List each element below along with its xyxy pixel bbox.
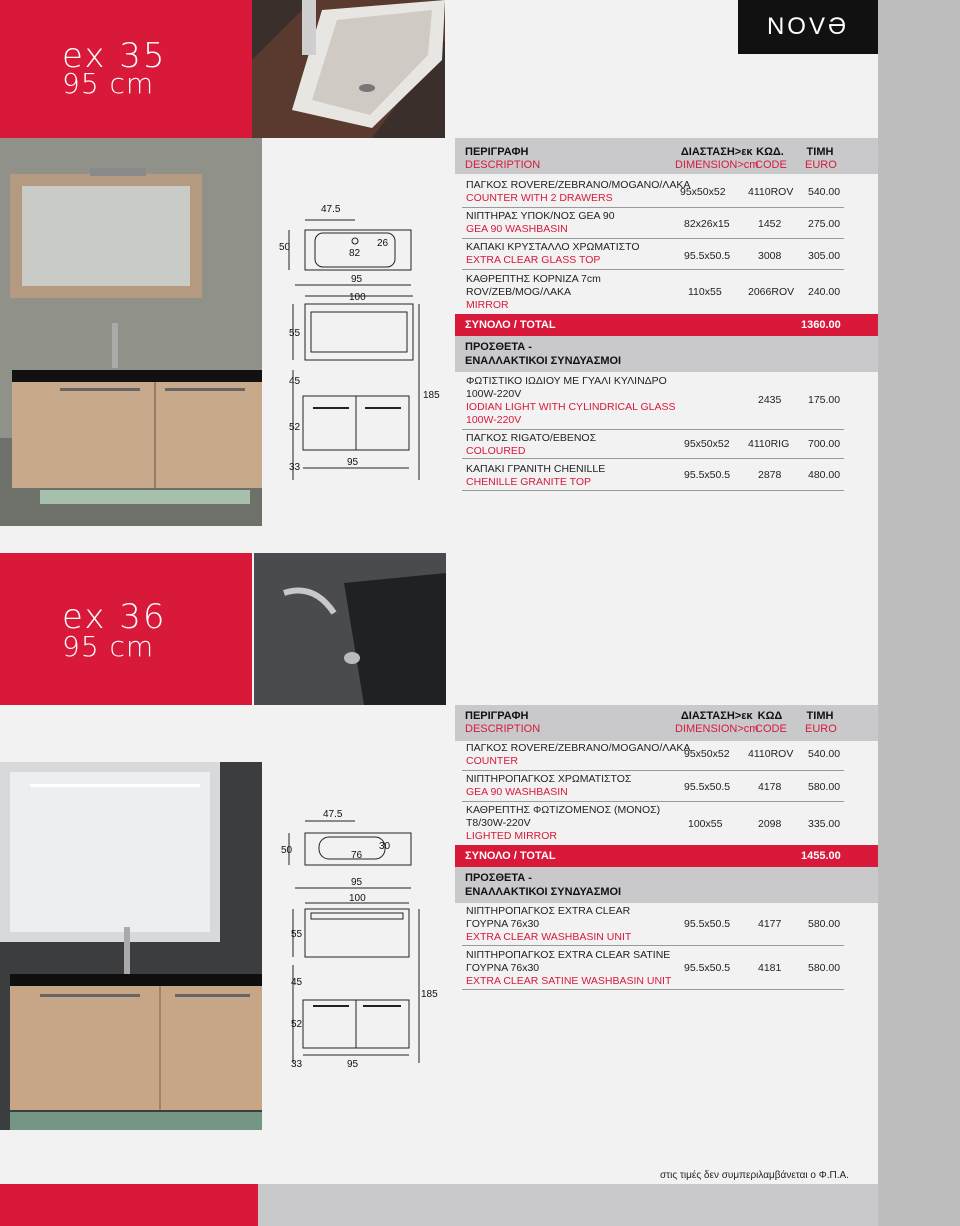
section1-total-bar [455, 314, 878, 336]
section1-table-header [455, 138, 878, 174]
dim-185: 185 [421, 989, 438, 1000]
vat-footnote: στις τιμές δεν συμπεριλαμβάνεται ο Φ.Π.Α. [660, 1170, 849, 1181]
section2-title-block [0, 553, 252, 705]
dim-45: 45 [291, 977, 303, 988]
section2-alternatives-bar: ΠΡΟΣΘΕΤΑ - ΕΝΑΛΛΑΚΤΙΚΟΙ ΣΥΝΔΥΑΣΜΟΙ [455, 867, 878, 903]
col-desc-gr: ΠΕΡΙΓΡΑΦΗ [465, 146, 529, 158]
section1-vanity-photo [0, 138, 262, 526]
col-price-gr: ΤΙΜΗ [806, 146, 834, 158]
dim-47: 47.5 [321, 204, 341, 215]
brand-logo: NOVƏ [738, 0, 878, 54]
section1-title-block [0, 0, 252, 138]
section2-total-bar [455, 845, 878, 867]
section1-washbasin-photo [252, 0, 445, 138]
total-label: ΣΥΝΟΛΟ / TOTAL [465, 319, 556, 331]
dim-26: 26 [377, 238, 389, 249]
dim-45: 45 [289, 376, 301, 387]
total-label: ΣΥΝΟΛΟ / TOTAL [465, 850, 556, 862]
dim-52: 52 [291, 1019, 303, 1030]
dim-100: 100 [349, 893, 366, 904]
dim-100: 100 [349, 292, 366, 303]
section2-washbasin-photo [254, 553, 446, 705]
section2-table-header: ΠΕΡΙΓΡΑΦΗ DESCRIPTION ΔΙΑΣΤΑΣΗ>εκ DIMENSION>cm ΚΩΔ CODE ΤΙΜΗ EURO [455, 705, 878, 741]
total-value: 1455.00 [801, 850, 841, 862]
section2-vanity-photo [0, 762, 262, 1130]
table-row: ΝΙΠΤΗΡΑΣ ΥΠΟΚ/ΝΟΣ GEA 90 GEA 90 WASHBASIN 82x26x15 1452 275.00 [462, 210, 844, 239]
dim-50: 50 [279, 242, 291, 253]
table-row: ΠΑΓΚΟΣ ROVERE/ZEBRANO/MOGANO/ΛΑΚΑ COUNTER WITH 2 DRAWERS 95x50x52 4110ROV 540.00 [462, 178, 844, 208]
dim-82: 82 [349, 248, 361, 259]
footer-grey-band [258, 1184, 878, 1226]
dim-76: 76 [351, 850, 363, 861]
dim-95-bottom: 95 [347, 457, 359, 468]
col-code-gr: ΚΩΔ. [756, 146, 784, 158]
section2-title: ex 36 [62, 597, 167, 637]
table-row: ΚΑΘΡΕΠΤΗΣ ΦΩΤΙΖΟΜΕΝΟΣ (ΜΟΝΟΣ) T8/30W-220V LIGHTED MIRROR 100x55 2098 335.00 [466, 804, 841, 842]
col-code-en: CODE [755, 159, 787, 171]
dim-95-top: 95 [351, 877, 363, 888]
col-dim-gr: ΔΙΑΣΤΑΣΗ>εκ [680, 146, 753, 158]
section1-title: ex 35 [62, 36, 167, 76]
table-row: ΚΑΘΡΕΠΤΗΣ ΚΟΡΝΙΖΑ 7cm ROV/ZEB/MOG/ΛΑΚΑ MIRROR 110x55 2066ROV 240.00 [466, 273, 841, 311]
dim-33: 33 [289, 462, 301, 473]
dim-47: 47.5 [323, 809, 343, 820]
table-row: ΝΙΠΤΗΡΟΠΑΓΚΟΣ ΧΡΩΜΑΤΙΣΤΟΣ GEA 90 WASHBASIN 95.5x50.5 4178 580.00 [462, 773, 844, 802]
dim-30: 30 [379, 841, 391, 852]
dim-55: 55 [289, 328, 301, 339]
dim-50: 50 [281, 845, 293, 856]
section1-dimension-drawing [275, 200, 445, 490]
dim-55: 55 [291, 929, 303, 940]
section2-size: 95 cm [62, 630, 155, 663]
table-row: ΠΑΓΚΟΣ RIGATO/EBENOΣ COLOURED 95x50x52 4110RIG 700.00 [462, 431, 844, 459]
table-row: ΠΑΓΚΟΣ ROVERE/ZEBRANO/MOGANO/ΛΑΚΑ COUNTER 95x50x52 4110ROV 540.00 [462, 742, 844, 771]
col-dim-en: DIMENSION>cm [675, 159, 759, 171]
table-row: ΚΑΠΑΚΙ ΓΡΑΝΙΤΗ CHENILLE CHENILLE GRANITE TOP 95.5x50.5 2878 480.00 [462, 461, 844, 491]
table-row: ΚΑΠΑΚΙ ΚΡΥΣΤΑΛΛΟ ΧΡΩΜΑΤΙΣΤΟ EXTRA CLEAR GLASS TOP 95.5x50.5 3008 305.00 [462, 240, 844, 270]
dim-33: 33 [291, 1059, 303, 1070]
page-margin-strip [878, 0, 960, 1226]
table-row: ΝΙΠΤΗΡΟΠΑΓΚΟΣ EXTRA CLEAR ΓΟΥΡΝΑ 76x30 EXTRA CLEAR WASHBASIN UNIT 95.5x50.5 4177 580.00 [462, 904, 844, 946]
total-value: 1360.00 [801, 319, 841, 331]
dim-95-bottom: 95 [347, 1059, 359, 1070]
dim-185: 185 [423, 390, 440, 401]
dim-52: 52 [289, 422, 301, 433]
col-price-en: EURO [805, 159, 837, 171]
section1-alternatives-bar: ΠΡΟΣΘΕΤΑ - ΕΝΑΛΛΑΚΤΙΚΟΙ ΣΥΝΔΥΑΣΜΟΙ [455, 336, 878, 372]
table-row: ΝΙΠΤΗΡΟΠΑΓΚΟΣ EXTRA CLEAR SATINE ΓΟΥΡΝΑ 76x30 EXTRA CLEAR SATINE WASHBASIN UNIT 95.5x50.5 4181 580.00 [462, 948, 844, 990]
table-row: ΦΩΤΙΣΤΙΚΟ ΙΩΔΙΟΥ ΜΕ ΓΥΑΛΙ ΚΥΛΙΝΔΡΟ 100W-220V IODIAN LIGHT WITH CYLINDRICAL GLASS 100W-220V 2435 175.00 [462, 374, 844, 430]
section1-size: 95 cm [62, 67, 155, 100]
dim-95-top: 95 [351, 274, 363, 285]
col-desc-en: DESCRIPTION [465, 159, 541, 171]
section2-dimension-drawing [275, 805, 445, 1075]
footer-red-band [0, 1184, 258, 1226]
